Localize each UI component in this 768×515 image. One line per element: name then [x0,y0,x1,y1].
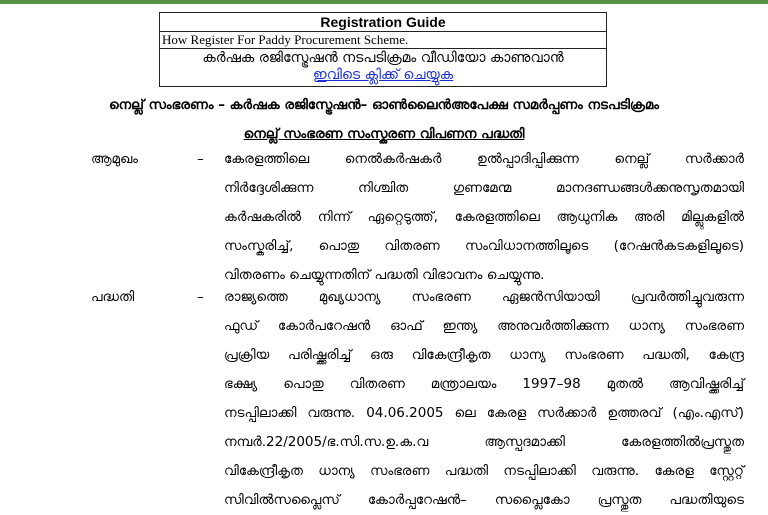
paragraph-line: കർഷകരിൽ നിന്ന് ഏറ്റെടുത്ത്, കേരളത്തിലെ ആധുനിക അരി മില്ലുകളിൽ [224,209,744,225]
paragraph-line: നിർദ്ദേശിക്കുന്ന നിശ്ചിത ഗുണമേന്മ മാനദണ്ഡങ്ങൾക്കനുസൃതമായി [224,180,744,196]
page-title: നെല്ല് സംഭരണം – കർഷക രജിസ്ട്രേഷൻ– ഓൺലൈൻഅപേക്ഷ സമർപ്പണം നടപടിക്രമം [108,97,660,113]
paragraph-line: നടപ്പിലാക്കി വരുന്നു. 04.06.2005 ലെ കേരള സർക്കാർ ഉത്തരവ് (എം.എസ്) [224,405,744,421]
paragraph-line: കേരളത്തിലെ നെൽകർഷകർ ഉൽപ്പാദിപ്പിക്കുന്ന നെല്ല് സർക്കാർ [224,151,744,167]
paragraph-line: സിവിൽസപ്ലൈസ് കോർപ്പറേഷൻ– സപ്ലൈകോ പ്രസ്തുത പദ്ധതിയുടെ [224,492,744,508]
section-label: ആമുഖം [91,151,138,167]
video-instruction-text: കർഷക രജിസ്ട്രേഷൻ നടപടിക്രമം വീഡിയോ കാണുവാൻ [202,50,564,66]
page-subtitle: നെല്ല് സംഭരണ സംസ്കരണ വിപണന പദ്ധതി [243,126,525,142]
paragraph-line: ഭക്ഷ്യ പൊതു വിതരണ മന്ത്രാലയം 1997–98 മുതൽ ആവിഷ്ക്കരിച്ച് [224,376,744,392]
paragraph-line: നമ്പർ.22/2005/ഭ.സി.സ.ഉ.ക.വ ആസ്പദമാക്കി കേരളത്തിൽപ്രസ്തുത [224,434,744,450]
section-paragraph [224,283,744,515]
section-dash: – [197,151,204,167]
guide-title: Registration Guide [160,13,606,32]
paragraph-line: പ്രക്രിയ പരിഷ്ക്കരിച്ച് ഒരു വികേന്ദ്രീകൃത ധാന്യ സംഭരണ പദ്ധതി, കേന്ദ്ര [224,347,744,363]
paragraph-line: വിതരണം ചെയ്യുന്നതിന് പദ്ധതി വിഭാവനം ചെയ്യുന്നു. [224,267,545,283]
section-paragraph [224,145,744,290]
registration-guide-box [159,12,607,87]
paragraph-line: ഫുഡ് കോർപറേഷൻ ഓഫ് ഇന്ത്യ അനുവർത്തിക്കുന്ന ധാന്യ സംഭരണ [224,318,744,334]
top-accent-bar [0,0,768,4]
paragraph-line: വികേന്ദ്രീകൃത ധാന്യ സംഭരണ പദ്ധതി നടപ്പിലാക്കി വരുന്നു. കേരള സ്റ്റേറ്റ് [224,463,744,479]
click-here-link[interactable]: ഇവിടെ ക്ലിക്ക് ചെയ്യുക [312,67,454,83]
paragraph-line: സംസ്കരിച്ച്, പൊതു വിതരണ സംവിധാനത്തിലൂടെ (റേഷൻകടകളിലൂടെ) [224,238,744,254]
section-label: പദ്ധതി [91,289,135,305]
guide-subtitle: How Register For Paddy Procurement Scheme. [160,32,606,49]
paragraph-line: രാജ്യത്തെ മുഖ്യധാന്യ സംഭരണ ഏജൻസിയായി പ്രവർത്തിച്ചുവരുന്ന [224,289,744,305]
section-dash: – [197,289,204,305]
